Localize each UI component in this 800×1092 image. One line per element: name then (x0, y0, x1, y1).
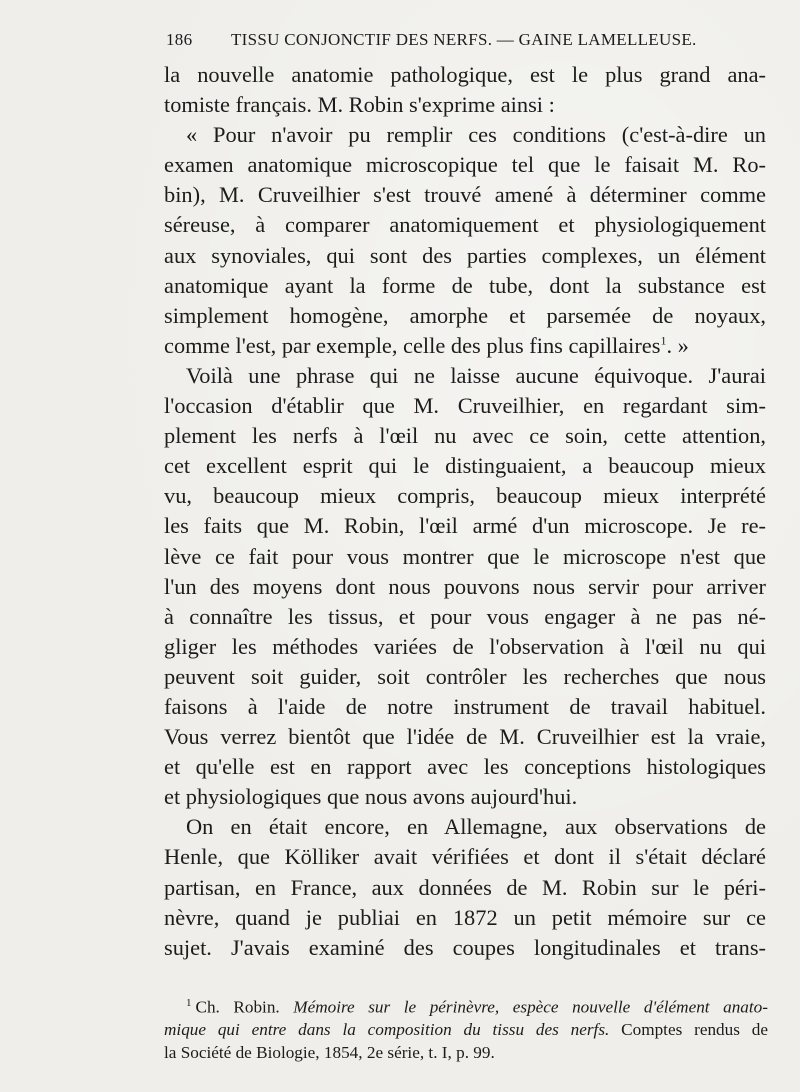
footnote-title-cont: mique qui entre dans la composition du tissu des nerfs. (164, 1020, 610, 1040)
text-line: l'un des moyens dont nous pouvons nous servir pour arriver (164, 573, 766, 599)
text-line: plement les nerfs à l'œil nu avec ce soin, cette attention, (164, 423, 766, 449)
text-line: examen anatomique microscopique tel que le faisait M. Ro- (164, 152, 766, 178)
running-title: TISSU CONJONCTIF DES NERFS. — GAINE LAMELLEUSE. (231, 30, 697, 49)
text-line: Henle, que Kölliker avait vérifiées et dont il s'était déclaré (164, 844, 766, 870)
text-line: peuvent soit guider, soit contrôler les recherches que nous (164, 663, 766, 689)
text-line: gliger les méthodes variées de l'observation à l'œil nu qui (164, 633, 766, 659)
text-line: aux synoviales, qui sont des parties complexes, un élément (164, 242, 766, 268)
text-line: partisan, en France, aux données de M. Robin sur le péri- (164, 874, 766, 900)
footnote-author: Ch. Robin. (195, 997, 280, 1017)
text-line: simplement homogène, amorphe et parsemée de noyaux, (164, 302, 766, 328)
text-line: et qu'elle est en rapport avec les conceptions histologiques (164, 754, 766, 780)
footnote-line: la Société de Biologie, 1854, 2e série, t. I, p. 99. (164, 1042, 495, 1062)
text-line: vu, beaucoup mieux compris, beaucoup mieux interprété (164, 483, 766, 509)
text-line: l'occasion d'établir que M. Cruveilhier, en regardant sim- (164, 393, 766, 419)
text-line: cet excellent esprit qui le distinguaient, a beaucoup mieux (164, 453, 766, 479)
page-number: 186 (166, 30, 193, 49)
text-line: Voilà une phrase qui ne laisse aucune équivoque. J'aurai (186, 362, 766, 388)
footnote-line (164, 992, 768, 1019)
text-line: les faits que M. Robin, l'œil armé d'un microscope. Je re- (164, 513, 766, 539)
text-line: tomiste français. M. Robin s'exprime ainsi : (164, 92, 555, 118)
text-line-with-footnote-ref (164, 331, 766, 361)
running-header (166, 30, 766, 50)
text-line: lève ce fait pour vous montrer que le microscope n'est que (164, 543, 766, 569)
text-line-content: comme l'est, par exemple, celle des plus fins capillaires (164, 332, 661, 358)
text-line: « Pour n'avoir pu remplir ces conditions (c'est-à-dire un (186, 122, 766, 148)
text-line: bin), M. Cruveilhier s'est trouvé amené à déterminer comme (164, 182, 766, 208)
text-line: à connaître les tissus, et pour vous engager à ne pas né- (164, 603, 766, 629)
text-line: On en était encore, en Allemagne, aux observations de (186, 814, 766, 840)
footnote-source: Comptes rendus de (621, 1020, 768, 1040)
quote-close: . » (666, 332, 689, 358)
body-text (164, 60, 766, 963)
text-line: et physiologiques que nous avons aujourd'hui. (164, 784, 578, 810)
footnote (164, 992, 768, 1064)
text-line: la nouvelle anatomie pathologique, est le plus grand ana- (164, 62, 766, 87)
footnote-line (164, 1019, 768, 1042)
footnote-marker: 1 (186, 997, 192, 1009)
text-line: séreuse, à comparer anatomiquement et physiologiquement (164, 212, 766, 238)
text-line: nèvre, quand je publiai en 1872 un petit mémoire sur ce (164, 904, 766, 930)
text-line: Vous verrez bientôt que l'idée de M. Cruveilhier est la vraie, (164, 724, 766, 750)
footnote-reference[interactable]: 1 (660, 333, 667, 348)
footnote-title: Mémoire sur le périnèvre, espèce nouvelle d'élément anato- (293, 997, 768, 1017)
text-line: faisons à l'aide de notre instrument de travail habituel. (164, 693, 766, 719)
text-line: sujet. J'avais examiné des coupes longitudinales et trans- (164, 934, 766, 960)
text-line: anatomique ayant la forme de tube, dont la substance est (164, 272, 766, 298)
